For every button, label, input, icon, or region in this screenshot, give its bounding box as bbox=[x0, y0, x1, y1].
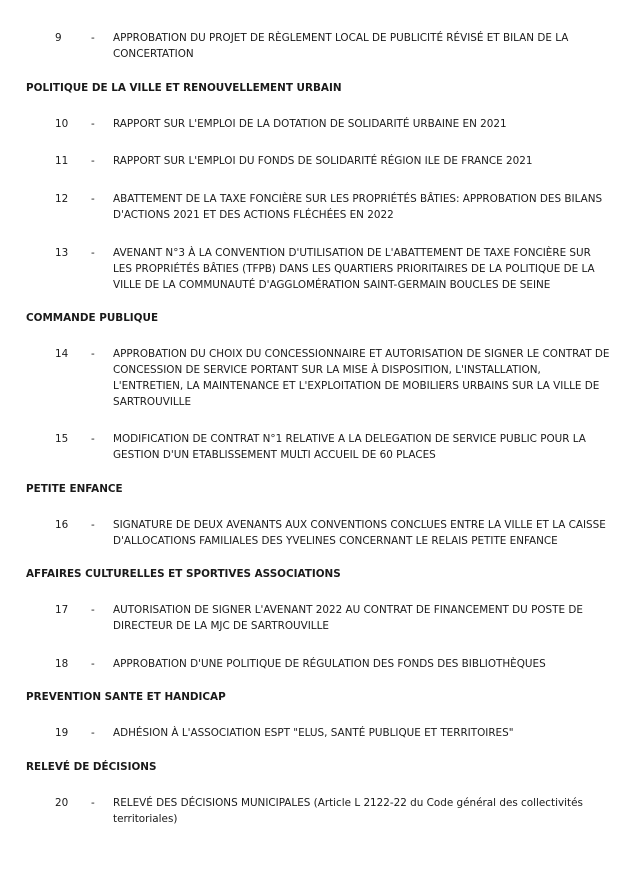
item-number: 20 bbox=[55, 797, 69, 809]
item-number: 11 bbox=[55, 155, 69, 167]
item-text: RAPPORT SUR L'EMPLOI DU FONDS DE SOLIDARITÉ RÉGION ILE DE FRANCE 2021 bbox=[113, 155, 533, 167]
item-text: RAPPORT SUR L'EMPLOI DE LA DOTATION DE SOLIDARITÉ URBAINE EN 2021 bbox=[113, 118, 507, 130]
item-dash: - bbox=[91, 348, 95, 360]
item-number: 15 bbox=[55, 433, 69, 445]
item-number: 9 bbox=[55, 32, 62, 44]
item-text: APPROBATION DU PROJET DE RÈGLEMENT LOCAL DE PUBLICITÉ RÉVISÉ ET BILAN DE LA CONCERTATION bbox=[113, 32, 569, 60]
section-title-releve: RELEVÉ DE DÉCISIONS bbox=[26, 761, 157, 773]
item-number: 18 bbox=[55, 658, 69, 670]
item-number: 12 bbox=[55, 193, 69, 205]
item-text: AUTORISATION DE SIGNER L'AVENANT 2022 AU CONTRAT DE FINANCEMENT DU POSTE DE DIRECTEUR DE LA MJC DE SARTROUVILLE bbox=[113, 604, 583, 632]
item-text: ABATTEMENT DE LA TAXE FONCIÈRE SUR LES PROPRIÉTÉS BÂTIES: APPROBATION DES BILANS D'ACTIONS 2021 ET DES ACTIONS FLÉCHÉES EN 2022 bbox=[113, 193, 603, 221]
section-title-prevention: PREVENTION SANTE ET HANDICAP bbox=[26, 691, 226, 703]
item-number: 14 bbox=[55, 348, 69, 360]
item-text: RELEVÉ DES DÉCISIONS MUNICIPALES (Article L 2122-22 du Code général des collectivités territoriales) bbox=[113, 797, 583, 825]
section-title-politique: POLITIQUE DE LA VILLE ET RENOUVELLEMENT URBAIN bbox=[26, 82, 342, 94]
item-dash: - bbox=[91, 193, 95, 205]
section-title-commande: COMMANDE PUBLIQUE bbox=[26, 312, 159, 324]
item-text: ADHÉSION À L'ASSOCIATION ESPT "ELUS, SANTÉ PUBLIQUE ET TERRITOIRES" bbox=[113, 727, 514, 739]
item-number: 17 bbox=[55, 604, 69, 616]
item-text: AVENANT N°3 À LA CONVENTION D'UTILISATION DE L'ABATTEMENT DE TAXE FONCIÈRE SUR LES PROPRIÉTÉS BÂTIES (TFPB) DANS LES QUARTIERS PRIORITAIRES DE LA POLITIQUE DE LA VILLE DE LA COMMUNAUTÉ D'AGGLOMÉRATION SAINT-GERMAIN BOUCLES DE SEINE bbox=[113, 247, 595, 291]
item-number: 19 bbox=[55, 727, 69, 739]
item-dash: - bbox=[91, 727, 95, 739]
item-dash: - bbox=[91, 658, 95, 670]
item-text: MODIFICATION DE CONTRAT N°1 RELATIVE A LA DELEGATION DE SERVICE PUBLIC POUR LA GESTION D'UN ETABLISSEMENT MULTI ACCUEIL DE 60 PLACES bbox=[113, 433, 586, 461]
item-dash: - bbox=[91, 519, 95, 531]
item-number: 16 bbox=[55, 519, 69, 531]
item-dash: - bbox=[91, 247, 95, 259]
item-dash: - bbox=[91, 433, 95, 445]
section-title-petite-enfance: PETITE ENFANCE bbox=[26, 483, 123, 495]
item-dash: - bbox=[91, 32, 95, 44]
item-dash: - bbox=[91, 797, 95, 809]
item-number: 10 bbox=[55, 118, 69, 130]
item-dash: - bbox=[91, 604, 95, 616]
item-text: APPROBATION D'UNE POLITIQUE DE RÉGULATION DES FONDS DES BIBLIOTHÈQUES bbox=[113, 658, 546, 670]
item-dash: - bbox=[91, 155, 95, 167]
item-number: 13 bbox=[55, 247, 69, 259]
section-title-culturelles: AFFAIRES CULTURELLES ET SPORTIVES ASSOCIATIONS bbox=[26, 568, 341, 580]
item-text: APPROBATION DU CHOIX DU CONCESSIONNAIRE ET AUTORISATION DE SIGNER LE CONTRAT DE CONCESSION DE SERVICE PORTANT SUR LA MISE À DISPOSITION, L'INSTALLATION, L'ENTRETIEN, LA MAINTENANCE ET L'EXPLOITATION DE MOBILIERS URBAINS SUR LA VILLE DE SARTROUVILLE bbox=[113, 348, 610, 408]
item-dash: - bbox=[91, 118, 95, 130]
item-text: SIGNATURE DE DEUX AVENANTS AUX CONVENTIONS CONCLUES ENTRE LA VILLE ET LA CAISSE D'ALLOCATIONS FAMILIALES DES YVELINES CONCERNANT LE RELAIS PETITE ENFANCE bbox=[113, 519, 606, 547]
